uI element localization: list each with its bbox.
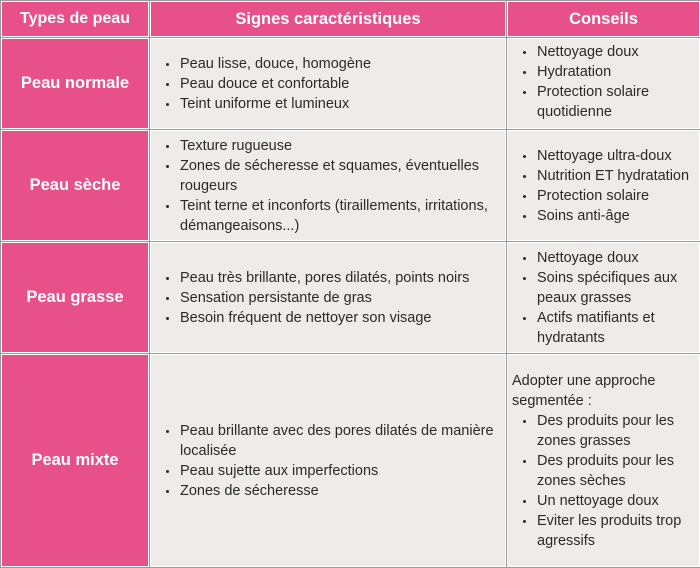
signs-cell bbox=[150, 242, 507, 354]
advice-cell bbox=[507, 354, 700, 568]
signs-list bbox=[150, 268, 506, 328]
list-item: • Soins spécifiques aux peaux grasses bbox=[536, 268, 694, 308]
header-advice: Conseils bbox=[507, 1, 700, 38]
list-item: • Sensation persistante de gras bbox=[179, 288, 500, 308]
skin-type-cell: Peau grasse bbox=[1, 242, 150, 354]
signs-list bbox=[150, 54, 506, 114]
list-item: • Protection solaire bbox=[536, 186, 694, 206]
list-item: • Teint uniforme et lumineux bbox=[179, 94, 500, 114]
table-row-oily bbox=[1, 242, 700, 354]
header-row bbox=[1, 1, 700, 38]
list-item: • Actifs matifiants et hydratants bbox=[536, 308, 694, 348]
list-item: • Des produits pour les zones grasses bbox=[536, 411, 694, 451]
list-item: • Protection solaire quotidienne bbox=[536, 82, 694, 122]
list-item: • Teint terne et inconforts (tiraillements, irritations, démangeaisons...) bbox=[179, 196, 500, 236]
list-item: • Zones de sécheresse et squames, éventuelles rougeurs bbox=[179, 156, 500, 196]
list-item: • Besoin fréquent de nettoyer son visage bbox=[179, 308, 500, 328]
list-item: • Hydratation bbox=[536, 62, 694, 82]
skin-type-cell: Peau sèche bbox=[1, 130, 150, 242]
advice-cell bbox=[507, 38, 700, 130]
list-item: • Nettoyage ultra-doux bbox=[536, 146, 694, 166]
list-item: • Peau brillante avec des pores dilatés de manière localisée bbox=[179, 421, 500, 461]
list-item: • Peau très brillante, pores dilatés, points noirs bbox=[179, 268, 500, 288]
advice-list bbox=[507, 42, 700, 122]
list-item: • Eviter les produits trop agressifs bbox=[536, 511, 694, 551]
header-skin-type: Types de peau bbox=[1, 1, 150, 38]
list-item: • Nutrition ET hydratation bbox=[536, 166, 694, 186]
table-row-normal bbox=[1, 38, 700, 130]
advice-list bbox=[507, 411, 700, 551]
header-signs: Signes caractéristiques bbox=[150, 1, 507, 38]
signs-cell bbox=[150, 354, 507, 568]
list-item: • Peau sujette aux imperfections bbox=[179, 461, 500, 481]
list-item: • Peau lisse, douce, homogène bbox=[179, 54, 500, 74]
signs-list bbox=[150, 136, 506, 236]
list-item: • Nettoyage doux bbox=[536, 248, 694, 268]
advice-cell bbox=[507, 242, 700, 354]
list-item: • Des produits pour les zones sèches bbox=[536, 451, 694, 491]
signs-cell bbox=[150, 130, 507, 242]
list-item: • Peau douce et confortable bbox=[179, 74, 500, 94]
skin-type-cell: Peau normale bbox=[1, 38, 150, 130]
list-item: • Texture rugueuse bbox=[179, 136, 500, 156]
list-item: • Nettoyage doux bbox=[536, 42, 694, 62]
advice-cell bbox=[507, 130, 700, 242]
table-row-combination bbox=[1, 354, 700, 568]
list-item: • Soins anti-âge bbox=[536, 206, 694, 226]
list-item: • Zones de sécheresse bbox=[179, 481, 500, 501]
signs-cell bbox=[150, 38, 507, 130]
advice-list bbox=[507, 146, 700, 226]
advice-intro: Adopter une approche segmentée : bbox=[507, 371, 700, 411]
table-row-dry bbox=[1, 130, 700, 242]
list-item: • Un nettoyage doux bbox=[536, 491, 694, 511]
signs-list bbox=[150, 421, 506, 501]
advice-list bbox=[507, 248, 700, 348]
skin-type-cell: Peau mixte bbox=[1, 354, 150, 568]
